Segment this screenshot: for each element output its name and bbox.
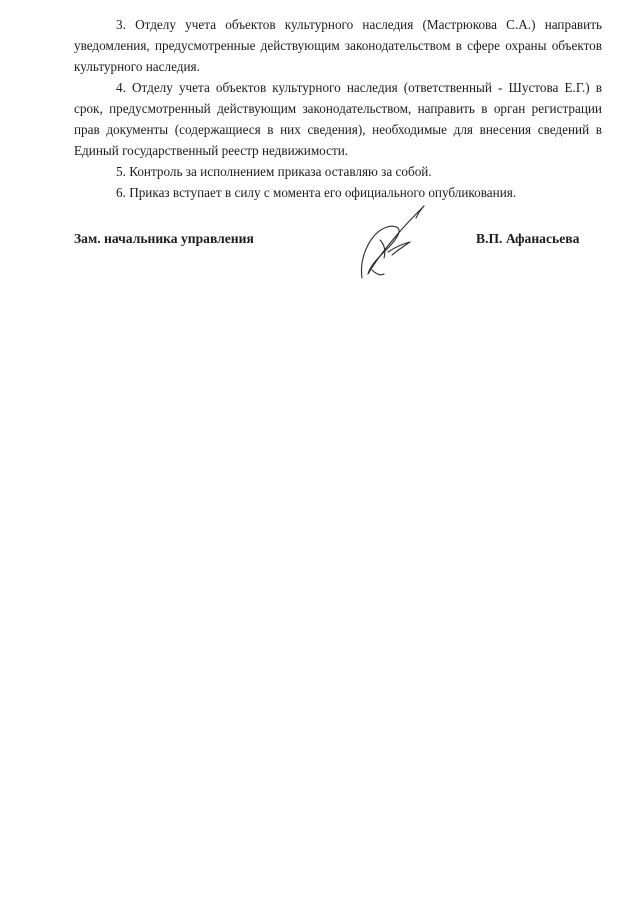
signer-name: В.П. Афанасьева [476, 231, 580, 246]
paragraph-item-6: 6. Приказ вступает в силу с момента его официального опубликования. [116, 185, 517, 200]
paragraph-item-5: 5. Контроль за исполнением приказа оставляю за собой. [116, 164, 432, 179]
signer-position-title: Зам. начальника управления [74, 231, 254, 246]
handwritten-signature [354, 200, 432, 286]
paragraph-item-3: 3. Отделу учета объектов культурного наследия (Мастрюкова С.А.) направить уведомления, предусмотренные действующим законодательством в сфере охраны объектов культурного наследия. [74, 17, 602, 74]
order-body [74, 14, 602, 203]
paragraph-item-4: 4. Отделу учета объектов культурного наследия (ответственный - Шустова Е.Г.) в срок, предусмотренный действующим законодательством, направить в орган регистрации прав документы (содержащиеся в них сведения), необходимые для внесения сведений в Единый государственный реестр недвижимости. [74, 80, 602, 158]
